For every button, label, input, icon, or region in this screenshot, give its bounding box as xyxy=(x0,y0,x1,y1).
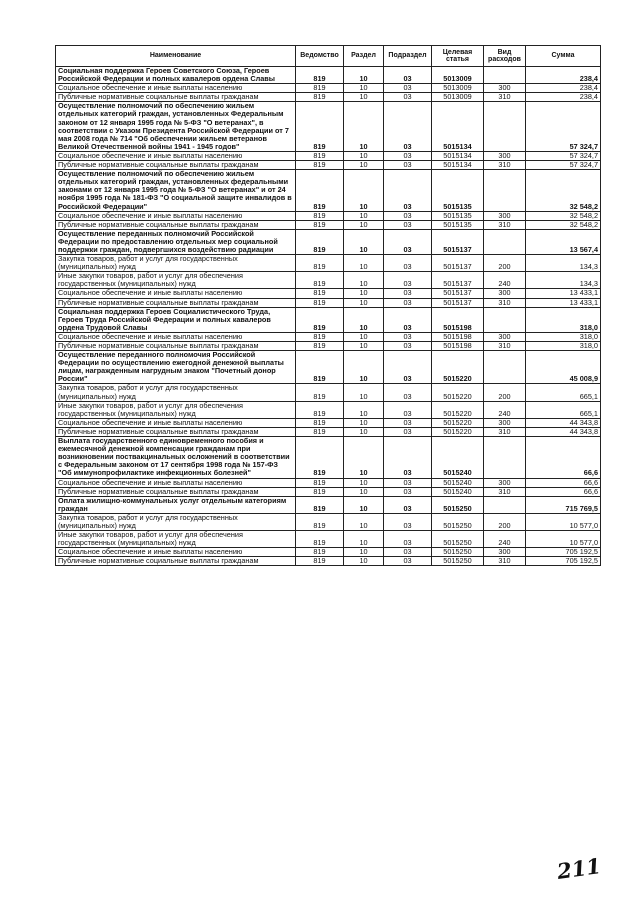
row-target-item: 5015220 xyxy=(432,384,484,401)
row-amount: 705 192,5 xyxy=(526,548,601,557)
row-name: Осуществление переданных полномочий Российской Федерации по предоставлению отдельных мер социальной поддержки граждан, подвергшихся воздействию радиации xyxy=(56,229,296,254)
row-subsection: 03 xyxy=(384,255,432,272)
row-department: 819 xyxy=(296,478,344,487)
row-department: 819 xyxy=(296,229,344,254)
row-name: Осуществление переданного полномочия Российской Федерации по осуществлению ежегодной денежной выплаты лицам, награжденным нагрудным знаком "Почетный донор России" xyxy=(56,351,296,384)
row-subsection: 03 xyxy=(384,102,432,152)
row-expense-type: 310 xyxy=(484,93,526,102)
row-expense-type: 300 xyxy=(484,84,526,93)
row-expense-type: 310 xyxy=(484,427,526,436)
row-target-item: 5015250 xyxy=(432,513,484,530)
row-target-item: 5015137 xyxy=(432,255,484,272)
row-section: 10 xyxy=(344,298,384,307)
row-amount: 13 433,1 xyxy=(526,298,601,307)
row-expense-type: 310 xyxy=(484,557,526,566)
row-subsection: 03 xyxy=(384,351,432,384)
row-expense-type xyxy=(484,229,526,254)
row-name: Публичные нормативные социальные выплаты гражданам xyxy=(56,298,296,307)
row-amount: 238,4 xyxy=(526,84,601,93)
row-section: 10 xyxy=(344,151,384,160)
row-department: 819 xyxy=(296,487,344,496)
row-expense-type: 310 xyxy=(484,487,526,496)
row-expense-type xyxy=(484,351,526,384)
table-row xyxy=(56,289,601,298)
row-section: 10 xyxy=(344,255,384,272)
row-department: 819 xyxy=(296,384,344,401)
row-subsection: 03 xyxy=(384,478,432,487)
row-name: Закупка товаров, работ и услуг для государственных (муниципальных) нужд xyxy=(56,255,296,272)
row-target-item: 5015137 xyxy=(432,272,484,289)
row-department: 819 xyxy=(296,548,344,557)
row-expense-type: 200 xyxy=(484,255,526,272)
table-row xyxy=(56,401,601,418)
row-target-item: 5015135 xyxy=(432,220,484,229)
page-number: 211 xyxy=(555,853,603,884)
row-expense-type: 300 xyxy=(484,211,526,220)
row-subsection: 03 xyxy=(384,307,432,332)
row-subsection: 03 xyxy=(384,211,432,220)
row-expense-type: 200 xyxy=(484,384,526,401)
row-amount: 32 548,2 xyxy=(526,211,601,220)
row-section: 10 xyxy=(344,342,384,351)
row-target-item: 5015135 xyxy=(432,170,484,211)
row-subsection: 03 xyxy=(384,437,432,478)
row-target-item: 5015220 xyxy=(432,427,484,436)
row-expense-type: 310 xyxy=(484,161,526,170)
row-department: 819 xyxy=(296,531,344,548)
row-department: 819 xyxy=(296,307,344,332)
row-section: 10 xyxy=(344,487,384,496)
row-section: 10 xyxy=(344,496,384,513)
row-amount: 715 769,5 xyxy=(526,496,601,513)
table-row xyxy=(56,307,601,332)
row-expense-type: 310 xyxy=(484,342,526,351)
table-row xyxy=(56,437,601,478)
row-subsection: 03 xyxy=(384,401,432,418)
row-department: 819 xyxy=(296,220,344,229)
row-section: 10 xyxy=(344,427,384,436)
row-subsection: 03 xyxy=(384,496,432,513)
row-name: Публичные нормативные социальные выплаты гражданам xyxy=(56,487,296,496)
row-department: 819 xyxy=(296,67,344,84)
row-department: 819 xyxy=(296,351,344,384)
row-amount: 665,1 xyxy=(526,384,601,401)
row-target-item: 5015220 xyxy=(432,418,484,427)
row-section: 10 xyxy=(344,211,384,220)
row-section: 10 xyxy=(344,170,384,211)
row-target-item: 5015250 xyxy=(432,557,484,566)
row-target-item: 5015240 xyxy=(432,478,484,487)
row-name: Социальное обеспечение и иные выплаты населению xyxy=(56,84,296,93)
table-row xyxy=(56,211,601,220)
row-expense-type: 300 xyxy=(484,548,526,557)
row-expense-type: 300 xyxy=(484,478,526,487)
table-row xyxy=(56,496,601,513)
row-name: Социальное обеспечение и иные выплаты населению xyxy=(56,151,296,160)
row-expense-type: 200 xyxy=(484,513,526,530)
row-department: 819 xyxy=(296,427,344,436)
row-department: 819 xyxy=(296,437,344,478)
table-row xyxy=(56,220,601,229)
row-name: Социальная поддержка Героев Советского Союза, Героев Российской Федерации и полных кавалеров ордена Славы xyxy=(56,67,296,84)
row-target-item: 5015250 xyxy=(432,531,484,548)
row-target-item: 5013009 xyxy=(432,93,484,102)
row-department: 819 xyxy=(296,170,344,211)
row-amount: 44 343,8 xyxy=(526,427,601,436)
row-target-item: 5013009 xyxy=(432,84,484,93)
row-subsection: 03 xyxy=(384,84,432,93)
row-amount: 665,1 xyxy=(526,401,601,418)
row-section: 10 xyxy=(344,161,384,170)
row-name: Публичные нормативные социальные выплаты гражданам xyxy=(56,557,296,566)
row-section: 10 xyxy=(344,67,384,84)
row-subsection: 03 xyxy=(384,342,432,351)
row-amount: 66,6 xyxy=(526,487,601,496)
row-section: 10 xyxy=(344,513,384,530)
row-target-item: 5015220 xyxy=(432,401,484,418)
row-name: Социальное обеспечение и иные выплаты населению xyxy=(56,289,296,298)
row-name: Закупка товаров, работ и услуг для государственных (муниципальных) нужд xyxy=(56,513,296,530)
row-subsection: 03 xyxy=(384,427,432,436)
row-target-item: 5015240 xyxy=(432,487,484,496)
row-amount: 57 324,7 xyxy=(526,102,601,152)
row-expense-type xyxy=(484,307,526,332)
row-subsection: 03 xyxy=(384,487,432,496)
table-row xyxy=(56,170,601,211)
row-expense-type xyxy=(484,170,526,211)
row-target-item: 5015240 xyxy=(432,437,484,478)
row-section: 10 xyxy=(344,548,384,557)
row-subsection: 03 xyxy=(384,220,432,229)
row-expense-type: 300 xyxy=(484,418,526,427)
header-subsection: Подраздел xyxy=(384,46,432,67)
row-department: 819 xyxy=(296,332,344,341)
row-target-item: 5015134 xyxy=(432,151,484,160)
row-section: 10 xyxy=(344,351,384,384)
row-target-item: 5015134 xyxy=(432,102,484,152)
table-header-row xyxy=(56,46,601,67)
budget-table xyxy=(55,45,601,566)
row-department: 819 xyxy=(296,418,344,427)
row-section: 10 xyxy=(344,93,384,102)
row-department: 819 xyxy=(296,496,344,513)
row-section: 10 xyxy=(344,229,384,254)
row-amount: 66,6 xyxy=(526,478,601,487)
header-expense-type: Вид расходов xyxy=(484,46,526,67)
row-amount: 10 577,0 xyxy=(526,531,601,548)
row-department: 819 xyxy=(296,161,344,170)
row-target-item: 5015198 xyxy=(432,342,484,351)
row-department: 819 xyxy=(296,84,344,93)
row-expense-type xyxy=(484,496,526,513)
row-subsection: 03 xyxy=(384,513,432,530)
row-department: 819 xyxy=(296,401,344,418)
header-target-item: Целевая статья xyxy=(432,46,484,67)
row-expense-type xyxy=(484,437,526,478)
row-subsection: 03 xyxy=(384,418,432,427)
row-section: 10 xyxy=(344,531,384,548)
table-row xyxy=(56,513,601,530)
table-row xyxy=(56,351,601,384)
row-name: Публичные нормативные социальные выплаты гражданам xyxy=(56,220,296,229)
header-section: Раздел xyxy=(344,46,384,67)
row-subsection: 03 xyxy=(384,161,432,170)
row-department: 819 xyxy=(296,211,344,220)
row-amount: 134,3 xyxy=(526,255,601,272)
row-amount: 45 008,9 xyxy=(526,351,601,384)
row-expense-type: 300 xyxy=(484,289,526,298)
row-amount: 705 192,5 xyxy=(526,557,601,566)
row-subsection: 03 xyxy=(384,548,432,557)
row-section: 10 xyxy=(344,332,384,341)
row-target-item: 5015198 xyxy=(432,332,484,341)
table-row xyxy=(56,229,601,254)
header-name: Наименование xyxy=(56,46,296,67)
row-amount: 134,3 xyxy=(526,272,601,289)
row-section: 10 xyxy=(344,401,384,418)
row-target-item: 5015250 xyxy=(432,496,484,513)
row-amount: 66,6 xyxy=(526,437,601,478)
row-target-item: 5013009 xyxy=(432,67,484,84)
row-subsection: 03 xyxy=(384,384,432,401)
table-row xyxy=(56,487,601,496)
table-row xyxy=(56,557,601,566)
row-name: Социальное обеспечение и иные выплаты населению xyxy=(56,211,296,220)
row-target-item: 5015137 xyxy=(432,298,484,307)
row-section: 10 xyxy=(344,220,384,229)
row-department: 819 xyxy=(296,557,344,566)
row-expense-type: 310 xyxy=(484,220,526,229)
row-name: Социальное обеспечение и иные выплаты населению xyxy=(56,418,296,427)
row-subsection: 03 xyxy=(384,67,432,84)
row-target-item: 5015137 xyxy=(432,229,484,254)
row-name: Публичные нормативные социальные выплаты гражданам xyxy=(56,93,296,102)
row-subsection: 03 xyxy=(384,531,432,548)
row-amount: 32 548,2 xyxy=(526,220,601,229)
row-target-item: 5015220 xyxy=(432,351,484,384)
row-name: Иные закупки товаров, работ и услуг для обеспечения государственных (муниципальных) нужд xyxy=(56,272,296,289)
row-expense-type xyxy=(484,102,526,152)
row-section: 10 xyxy=(344,557,384,566)
table-row xyxy=(56,102,601,152)
row-expense-type xyxy=(484,67,526,84)
table-row xyxy=(56,384,601,401)
row-section: 10 xyxy=(344,384,384,401)
row-section: 10 xyxy=(344,437,384,478)
row-target-item: 5015250 xyxy=(432,548,484,557)
row-department: 819 xyxy=(296,289,344,298)
row-department: 819 xyxy=(296,151,344,160)
row-section: 10 xyxy=(344,307,384,332)
row-subsection: 03 xyxy=(384,229,432,254)
row-subsection: 03 xyxy=(384,151,432,160)
row-department: 819 xyxy=(296,513,344,530)
row-subsection: 03 xyxy=(384,289,432,298)
row-expense-type: 240 xyxy=(484,272,526,289)
row-name: Иные закупки товаров, работ и услуг для обеспечения государственных (муниципальных) нужд xyxy=(56,401,296,418)
row-expense-type: 310 xyxy=(484,298,526,307)
row-target-item: 5015135 xyxy=(432,211,484,220)
row-amount: 13 433,1 xyxy=(526,289,601,298)
row-department: 819 xyxy=(296,102,344,152)
row-subsection: 03 xyxy=(384,93,432,102)
row-expense-type: 240 xyxy=(484,401,526,418)
row-target-item: 5015134 xyxy=(432,161,484,170)
table-row xyxy=(56,272,601,289)
table-row xyxy=(56,298,601,307)
row-target-item: 5015137 xyxy=(432,289,484,298)
row-name: Закупка товаров, работ и услуг для государственных (муниципальных) нужд xyxy=(56,384,296,401)
row-amount: 318,0 xyxy=(526,307,601,332)
row-name: Социальное обеспечение и иные выплаты населению xyxy=(56,478,296,487)
row-department: 819 xyxy=(296,93,344,102)
table-row xyxy=(56,478,601,487)
row-name: Оплата жилищно-коммунальных услуг отдельным категориям граждан xyxy=(56,496,296,513)
row-expense-type: 300 xyxy=(484,332,526,341)
row-department: 819 xyxy=(296,342,344,351)
header-department: Ведомство xyxy=(296,46,344,67)
table-row xyxy=(56,531,601,548)
header-amount: Сумма xyxy=(526,46,601,67)
row-name: Публичные нормативные социальные выплаты гражданам xyxy=(56,161,296,170)
row-name: Социальное обеспечение и иные выплаты населению xyxy=(56,332,296,341)
row-section: 10 xyxy=(344,478,384,487)
row-name: Социальное обеспечение и иные выплаты населению xyxy=(56,548,296,557)
row-section: 10 xyxy=(344,102,384,152)
row-amount: 238,4 xyxy=(526,93,601,102)
row-subsection: 03 xyxy=(384,298,432,307)
row-amount: 13 567,4 xyxy=(526,229,601,254)
row-amount: 57 324,7 xyxy=(526,161,601,170)
row-name: Выплата государственного единовременного пособия и ежемесячной денежной компенсации гражданам при возникновении поствакцинальных осложнений в соответствии с Федеральным законом от 17 сентября 1998 года № 157-ФЗ "Об иммунопрофилактике инфекционных болезней" xyxy=(56,437,296,478)
row-department: 819 xyxy=(296,298,344,307)
row-department: 819 xyxy=(296,255,344,272)
row-name: Публичные нормативные социальные выплаты гражданам xyxy=(56,427,296,436)
row-subsection: 03 xyxy=(384,272,432,289)
row-department: 819 xyxy=(296,272,344,289)
row-expense-type: 240 xyxy=(484,531,526,548)
row-section: 10 xyxy=(344,272,384,289)
row-amount: 44 343,8 xyxy=(526,418,601,427)
row-amount: 318,0 xyxy=(526,342,601,351)
row-name: Осуществление полномочий по обеспечению жильем отдельных категорий граждан, установленных Федеральным законом от 12 января 1995 года № 5-ФЗ "О ветеранах", в соответствии с Указом Президента Российской Федерации от 7 мая 2008 года № 714 "Об обеспечении жильем ветеранов Великой Отечественной войны 1941 - 1945 годов" xyxy=(56,102,296,152)
row-name: Осуществление полномочий по обеспечению жильем отдельных категорий граждан, установленных федеральными законами от 12 января 1995 года № 5-ФЗ "О ветеранах" и от 24 ноября 1995 года № 181-ФЗ "О социальной защите инвалидов в Российской Федерации" xyxy=(56,170,296,211)
row-subsection: 03 xyxy=(384,557,432,566)
row-amount: 10 577,0 xyxy=(526,513,601,530)
row-amount: 57 324,7 xyxy=(526,151,601,160)
row-expense-type: 300 xyxy=(484,151,526,160)
row-subsection: 03 xyxy=(384,332,432,341)
row-name: Иные закупки товаров, работ и услуг для обеспечения государственных (муниципальных) нужд xyxy=(56,531,296,548)
row-amount: 32 548,2 xyxy=(526,170,601,211)
table-row xyxy=(56,255,601,272)
row-section: 10 xyxy=(344,84,384,93)
row-target-item: 5015198 xyxy=(432,307,484,332)
row-amount: 318,0 xyxy=(526,332,601,341)
row-section: 10 xyxy=(344,418,384,427)
row-amount: 238,4 xyxy=(526,67,601,84)
table-row xyxy=(56,67,601,84)
row-name: Публичные нормативные социальные выплаты гражданам xyxy=(56,342,296,351)
row-section: 10 xyxy=(344,289,384,298)
row-subsection: 03 xyxy=(384,170,432,211)
row-name: Социальная поддержка Героев Социалистического Труда, Героев Труда Российской Федерации и полных кавалеров ордена Трудовой Славы xyxy=(56,307,296,332)
